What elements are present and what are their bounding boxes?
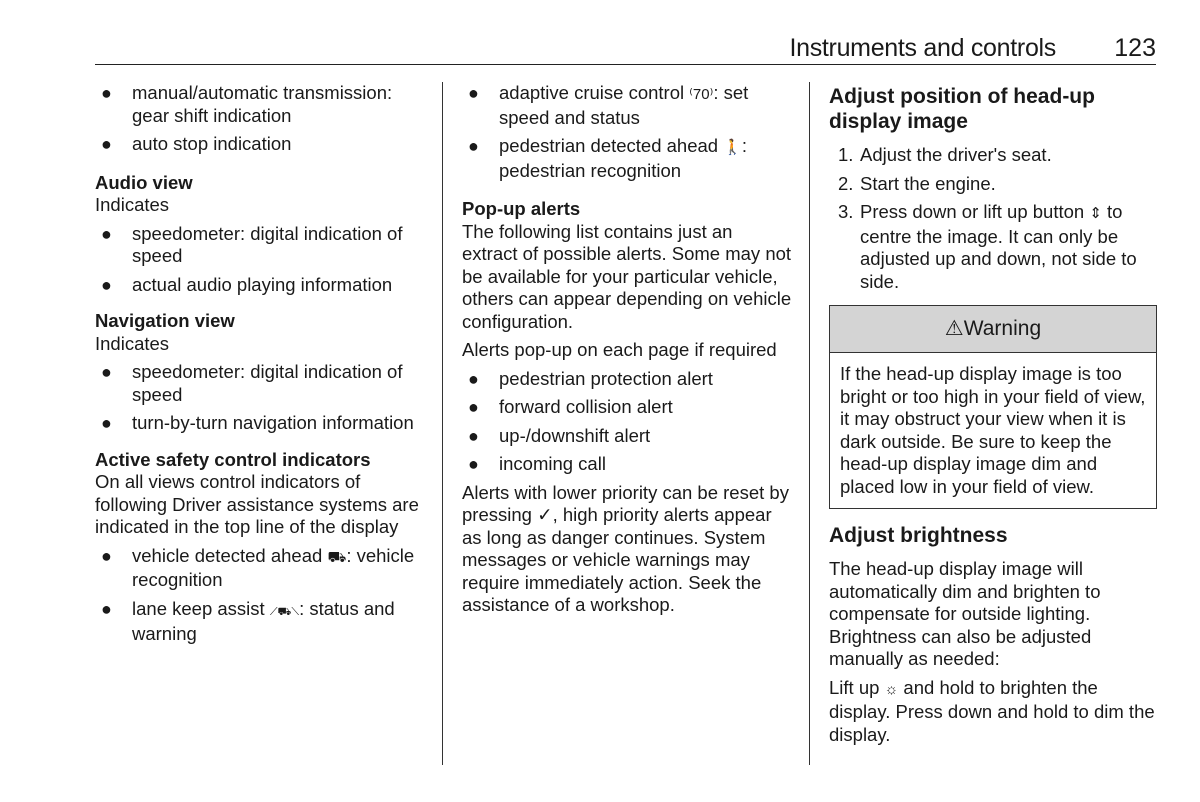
brightness-paragraph-1: The head-up display image will automatically dim and brighten to compensate for outside lighting. Brightness can also be adjusted manually as needed: [829,558,1101,669]
list-item: ● manual/automatic transmission: gear shift indication [101,82,393,126]
lane-keep-icon: ⟋⛟⟍ [269,605,300,618]
audio-view-heading: Audio view [95,171,193,193]
safety-indicators-heading: Active safety control indicators [95,448,371,470]
list-item: 1. Adjust the driver's seat. [838,144,1052,165]
column-2 [462,82,792,623]
bullet-icon: ● [468,136,479,156]
page-header [95,32,1156,65]
list-item: ● turn-by-turn navigation information [101,412,414,433]
brightness-paragraph-2: Lift up ☼ and hold to brighten the display. Press down and hold to dim the display. [829,676,1155,745]
popup-paragraph-2: Alerts pop-up on each page if required [462,339,777,360]
popup-paragraph-1: The following list contains just an extract of possible alerts. Some may not be available for your particular vehicle, others can appear depending on vehicle configuration. [462,220,792,332]
bullet-icon: ● [101,545,112,566]
audio-intro: Indicates [95,194,170,215]
warning-box [829,305,1157,509]
bullet-icon: ● [101,134,112,154]
popup-alerts-heading: Pop-up alerts [462,198,581,219]
bullet-list [462,82,792,182]
bullet-icon: ● [468,397,479,417]
page-number: 123 [1114,34,1156,62]
column-divider-2 [809,82,810,765]
bullet-icon: ● [101,274,112,295]
list-item: ● pedestrian protection alert [468,367,713,389]
bullet-icon: ● [101,223,112,244]
cruise-control-icon: ⁽70⁾ [689,86,714,103]
bullet-icon: ● [468,83,479,103]
bullet-icon: ● [468,454,479,474]
list-item: ● speedometer: digital indication of speed [101,222,403,266]
column-divider-1 [442,82,443,765]
warning-header: ⚠Warning [830,306,1156,353]
hud-adjust-button-icon: ⇕ [1089,205,1102,222]
list-item: ● actual audio playing information [101,273,393,295]
steps-list [829,144,1157,293]
list-item: 3. Press down or lift up button ⇕ to centre the image. It can only be adjusted up and down, not side to side. [838,201,1137,292]
vehicle-ahead-icon: ⛟ [327,548,347,566]
section-title: Instruments and controls [789,34,1056,62]
list-item: ● pedestrian detected ahead 🚶: pedestrian recognition [468,135,748,181]
list-item: ● vehicle detected ahead ⛟: vehicle recognition [101,544,415,590]
adjust-position-heading: Adjust position of head-up display image [829,85,1095,133]
bullet-icon: ● [101,362,112,382]
list-item: ● incoming call [468,453,606,474]
popup-paragraph-3: Alerts with lower priority can be reset by pressing ✓, high priority alerts appear as long as danger continues. System messages or vehicle warnings may require immediately action. Seek the assistance of a workshop. [462,481,789,615]
list-item: ● lane keep assist ⟋⛟⟍: status and warning [101,597,395,644]
bullet-list [95,545,430,646]
bullet-list [95,223,430,297]
safety-text: On all views control indicators of following Driver assistance systems are indicated in the top line of the display [95,471,419,537]
adjust-brightness-heading: Adjust brightness [829,524,1008,547]
list-item: ● forward collision alert [468,396,673,417]
column-3 [829,82,1157,752]
list-item: ● up-/downshift alert [468,424,651,446]
pedestrian-icon: 🚶 [723,139,742,156]
list-item: ● adaptive cruise control ⁽70⁾: set speed and status [468,82,749,128]
list-item: ● auto stop indication [101,133,292,154]
bullet-icon: ● [468,368,479,389]
navigation-intro: Indicates [95,332,170,354]
bullet-list [95,82,430,156]
bullet-icon: ● [101,598,112,619]
bullet-list [462,368,792,476]
bullet-list [95,361,430,435]
column-1 [95,82,430,652]
warning-text: If the head-up display image is too bright or too high in your field of view, it may obstruct your view when it is dark outside. Be sure to keep the head-up display image dim and placed low in your field of view. [840,363,1146,497]
bullet-icon: ● [101,83,112,103]
brightness-icon: ☼ [884,680,899,698]
navigation-view-heading: Navigation view [95,310,235,331]
list-item: 2. Start the engine. [838,172,996,194]
checkmark-icon: ✓ [537,504,553,525]
bullet-icon: ● [101,413,112,433]
warning-triangle-icon: ⚠ [944,317,964,340]
bullet-icon: ● [468,425,479,446]
list-item: ● speedometer: digital indication of speed [101,361,403,405]
